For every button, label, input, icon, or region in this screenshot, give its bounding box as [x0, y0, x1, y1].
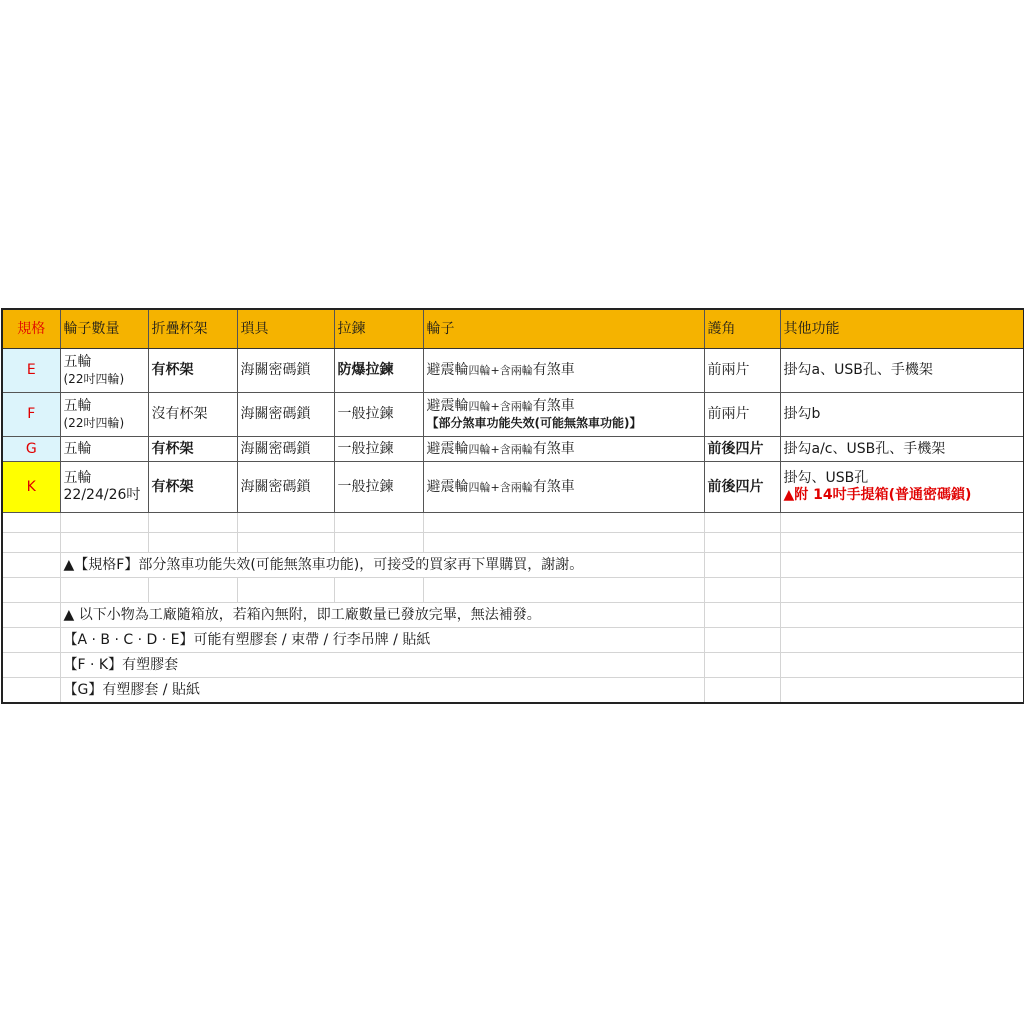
cupholder-cell: 有杯架	[148, 437, 237, 462]
wheels-cell: 五輪	[60, 437, 148, 462]
cupholder-cell: 沒有杯架	[148, 393, 237, 437]
wheels-count: 五輪	[63, 353, 92, 370]
header-row	[2, 309, 1024, 349]
lock-cell: 海關密碼鎖	[237, 393, 334, 437]
lock-cell: 海關密碼鎖	[237, 462, 334, 513]
accessory-fk: 【F · K】有塑膠套	[60, 653, 704, 678]
wheel-type-detail: 四輪+含兩輪	[468, 399, 533, 413]
wheel-type-brake: 有煞車	[532, 362, 575, 378]
corner-cell: 前兩片	[704, 393, 780, 437]
corner-cell: 前後四片	[704, 437, 780, 462]
wheels-count: 五輪	[63, 470, 92, 486]
bonus-item: ▲附 14吋手提箱(普通密碼鎖)	[783, 487, 972, 503]
wheels-cell	[60, 349, 148, 393]
table-row	[2, 393, 1024, 437]
other-features: 掛勾、USB孔	[783, 470, 869, 486]
blank-row	[2, 533, 1024, 553]
zipper-cell: 一般拉鍊	[334, 437, 423, 462]
spec-table	[1, 308, 1024, 704]
blank-row	[2, 578, 1024, 603]
wheel-type-main: 避震輪	[426, 440, 469, 457]
wheel-type-cell	[423, 462, 704, 513]
note-row	[2, 628, 1024, 653]
zipper-cell: 一般拉鍊	[334, 393, 423, 437]
header-wheels: 輪子數量	[60, 309, 148, 349]
header-other: 其他功能	[780, 309, 1024, 349]
wheels-count: 五輪	[63, 397, 92, 414]
spec-cell: E	[2, 349, 60, 393]
header-spec: 規格	[2, 309, 60, 349]
header-corner: 護角	[704, 309, 780, 349]
wheel-type-detail: 四輪+含兩輪	[468, 442, 533, 456]
blank-row	[2, 513, 1024, 533]
corner-cell: 前後四片	[704, 462, 780, 513]
note-row	[2, 653, 1024, 678]
wheel-type-brake: 有煞車	[532, 397, 575, 414]
wheel-type-main: 避震輪	[426, 478, 469, 495]
spec-f-note: ▲【規格F】部分煞車功能失效(可能無煞車功能)，可接受的買家再下單購買，謝謝。	[60, 553, 704, 578]
table-row	[2, 437, 1024, 462]
corner-cell: 前兩片	[704, 349, 780, 393]
header-lock: 瑣具	[237, 309, 334, 349]
wheel-type-cell	[423, 349, 704, 393]
zipper-cell: 防爆拉鍊	[334, 349, 423, 393]
cupholder-cell: 有杯架	[148, 349, 237, 393]
note-row	[2, 678, 1024, 704]
wheel-type-detail: 四輪+含兩輪	[468, 364, 533, 377]
spec-cell: K	[2, 462, 60, 513]
wheels-size: (22吋四輪)	[63, 415, 125, 430]
brake-warning: 【部分煞車功能失效(可能無煞車功能)】	[426, 415, 642, 430]
other-cell	[780, 462, 1024, 513]
table-row	[2, 462, 1024, 513]
other-cell: 掛勾a/c、USB孔、手機架	[780, 437, 1024, 462]
header-wheel-type: 輪子	[423, 309, 704, 349]
spec-cell: G	[2, 437, 60, 462]
header-zipper: 拉鍊	[334, 309, 423, 349]
wheel-type-brake: 有煞車	[532, 440, 575, 457]
note-row	[2, 603, 1024, 628]
wheel-type-detail: 四輪+含兩輪	[468, 480, 533, 494]
accessory-intro: ▲ 以下小物為工廠隨箱放，若箱內無附，即工廠數量已發放完畢，無法補發。	[60, 603, 704, 628]
other-cell: 掛勾b	[780, 393, 1024, 437]
wheels-size: (22吋四輪)	[63, 371, 125, 386]
wheel-type-brake: 有煞車	[532, 478, 575, 495]
lock-cell: 海關密碼鎖	[237, 437, 334, 462]
wheels-size: 22/24/26吋	[63, 487, 141, 503]
cupholder-cell: 有杯架	[148, 462, 237, 513]
spec-cell: F	[2, 393, 60, 437]
wheel-type-main: 避震輪	[426, 397, 469, 414]
accessory-g: 【G】有塑膠套 / 貼紙	[60, 678, 704, 704]
wheel-type-main: 避震輪	[426, 362, 469, 378]
wheels-cell	[60, 462, 148, 513]
note-row	[2, 553, 1024, 578]
lock-cell: 海關密碼鎖	[237, 349, 334, 393]
wheel-type-cell	[423, 393, 704, 437]
zipper-cell: 一般拉鍊	[334, 462, 423, 513]
table-row	[2, 349, 1024, 393]
header-cupholder: 折疊杯架	[148, 309, 237, 349]
wheels-cell	[60, 393, 148, 437]
other-cell: 掛勾a、USB孔、手機架	[780, 349, 1024, 393]
wheel-type-cell	[423, 437, 704, 462]
accessory-abcde: 【A · B · C · D · E】可能有塑膠套 / 束帶 / 行李吊牌 / 貼紙	[60, 628, 704, 653]
